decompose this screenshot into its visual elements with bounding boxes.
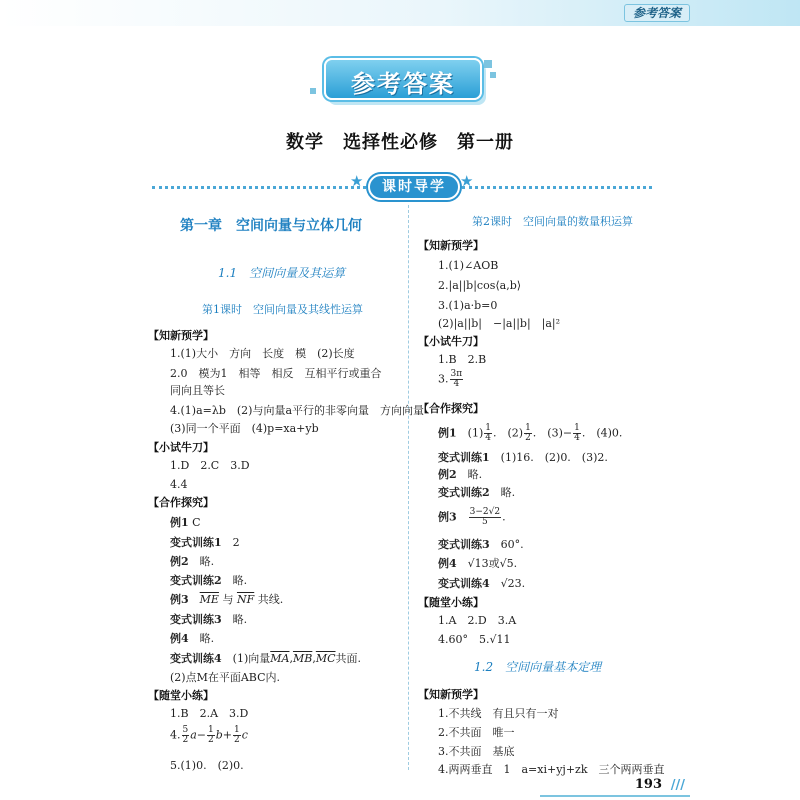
answer-line: 1.不共线 有且只有一对 xyxy=(438,707,559,720)
dotted-rule-right xyxy=(462,186,652,189)
variant-line: 变式训练3 60°. xyxy=(438,538,524,551)
answer-line: 4. $\frac{5}{2}$ a− $\frac{1}{2}$ b+ $\frac{1}{2}$ c xyxy=(170,725,248,745)
variant-line: 变式训练3 略. xyxy=(170,613,248,626)
answer-line: (2)|a||b| −|a||b| |a|² xyxy=(438,317,561,330)
answer-line: 4.(1)a=λb (2)与向量a平行的非零向量 方向向量 xyxy=(170,404,425,417)
lesson-heading: 第2课时 空间向量的数量积运算 xyxy=(472,215,633,228)
example-line: 例4 √13或√5. xyxy=(438,557,518,570)
answer-line: 1.B 2.A 3.D xyxy=(170,707,249,720)
answer-line: 1.(1)∠AOB xyxy=(438,259,499,272)
answer-line: 4.两两垂直 1 a=xi+yj+zk 三个两两垂直 xyxy=(438,763,665,776)
section-label: 【小试牛刀】 xyxy=(148,441,214,454)
section-label: 【知新预学】 xyxy=(418,239,484,252)
section-tag: 课时导学 xyxy=(368,174,460,200)
answer-line: 1.D 2.C 3.D xyxy=(170,459,250,472)
example-line: 例2 略. xyxy=(170,555,215,568)
decor-square xyxy=(490,72,496,78)
star-icon: ★ xyxy=(350,172,364,190)
star-icon: ★ xyxy=(460,172,474,190)
bottom-rule xyxy=(540,795,690,797)
answer-line: 1.B 2.B xyxy=(438,353,487,366)
variant-line: 变式训练2 略. xyxy=(170,574,248,587)
variant-line: 变式训练2 略. xyxy=(438,486,516,499)
page-number: 193 xyxy=(634,777,662,792)
answer-line: 1.(1)大小 方向 长度 模 (2)长度 xyxy=(170,347,355,360)
decor-square xyxy=(310,88,316,94)
section-label: 【小试牛刀】 xyxy=(418,335,484,348)
chapter-heading: 第一章 空间向量与立体几何 xyxy=(180,218,362,234)
section-heading: 1.2 空间向量基本定理 xyxy=(474,660,602,674)
section-label: 【知新预学】 xyxy=(148,329,214,342)
answer-line: 4.60° 5.√11 xyxy=(438,633,511,646)
title-banner xyxy=(318,58,498,108)
answer-line: 2.0 模为1 相等 相反 互相平行或重合 xyxy=(170,367,382,380)
decor-square xyxy=(484,60,492,68)
example-line: 例1 (1) $\frac{1}{4}$ . (2) $\frac{1}{2}$ . (3)− $\frac{1}{4}$ . (4)0. xyxy=(438,423,623,443)
decor-slashes: /// xyxy=(670,778,685,793)
variant-line: 变式训练4 √23. xyxy=(438,577,526,590)
example-line: 例3 $\frac{3-2√2}{5}$ . xyxy=(438,507,506,527)
answer-line: 2.不共面 唯一 xyxy=(438,726,515,739)
answer-line: 3.(1)a·b=0 xyxy=(438,299,498,312)
answer-line: 2.|a||b|cos⟨a,b⟩ xyxy=(438,279,522,292)
example-line: 例3 $\overline{ME}$ 与 $\overline{NF}$ 共线. xyxy=(170,593,284,606)
example-line: 例1 C xyxy=(170,516,201,529)
answer-line: (3)同一个平面 (4)p=xa+yb xyxy=(170,422,319,435)
answer-line: 3. $\frac{3\pi}{4}$ xyxy=(438,369,463,389)
section-heading: 1.1 空间向量及其运算 xyxy=(218,266,346,280)
answer-line: 同向且等长 xyxy=(170,384,225,397)
answer-line: 3.不共面 基底 xyxy=(438,745,515,758)
banner-title: 参考答案 xyxy=(351,70,455,98)
answer-line: 1.A 2.D 3.A xyxy=(438,614,517,627)
section-label: 【随堂小练】 xyxy=(148,689,214,702)
answer-line: 4.4 xyxy=(170,478,188,491)
variant-line: 变式训练1 2 xyxy=(170,536,240,549)
section-label: 【合作探究】 xyxy=(148,496,214,509)
variant-line: 变式训练4 (1)向量$\overline{MA},\overline{MB},\overline{MC}$共面. xyxy=(170,652,362,665)
example-line: 例2 略. xyxy=(438,468,483,481)
subject-title: 数学 选择性必修 第一册 xyxy=(286,132,514,153)
section-label: 【知新预学】 xyxy=(418,688,484,701)
answer-line: (2)点M在平面ABC内. xyxy=(170,671,280,684)
lesson-heading: 第1课时 空间向量及其线性运算 xyxy=(202,303,363,316)
corner-tab: 参考答案 xyxy=(624,4,690,22)
answer-line: 5.(1)0. (2)0. xyxy=(170,759,244,772)
example-line: 例4 略. xyxy=(170,632,215,645)
section-label: 【合作探究】 xyxy=(418,402,484,415)
dotted-rule-left xyxy=(152,186,366,189)
section-label: 【随堂小练】 xyxy=(418,596,484,609)
variant-line: 变式训练1 (1)16. (2)0. (3)2. xyxy=(438,451,608,464)
column-divider xyxy=(408,205,409,770)
